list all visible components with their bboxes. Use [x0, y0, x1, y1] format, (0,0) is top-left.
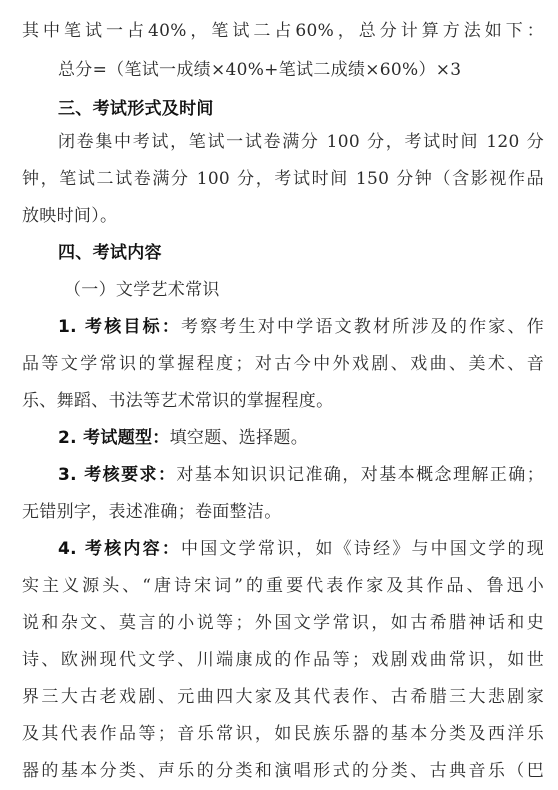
item-content-line-6: 及其代表作品等；音乐常识，如民族乐器的基本分类及西洋乐	[22, 724, 544, 744]
exam-format-line-3: 放映时间）。	[22, 206, 118, 226]
item-content-text: 中国文学常识，如《诗经》与中国文学的现	[181, 539, 544, 559]
item-question-types	[58, 427, 544, 449]
item-content-line-1	[58, 538, 544, 560]
heading-exam-content: 四、考试内容	[58, 243, 162, 263]
item-objective-line-2: 品等文学常识的掌握程度；对古今中外戏剧、戏曲、美术、音	[22, 354, 544, 374]
item-question-types-label: 2. 考试题型：	[58, 428, 170, 448]
exam-format-line-1: 闭卷集中考试，笔试一试卷满分 100 分，考试时间 120 分	[58, 132, 544, 152]
item-content-label: 4. 考核内容：	[58, 539, 182, 559]
item-objective-line-1	[58, 316, 544, 338]
exam-format-line-2: 钟，笔试二试卷满分 100 分，考试时间 150 分钟（含影视作品	[22, 169, 544, 189]
item-requirements-line-1	[58, 464, 544, 486]
subheading-literature-art: （一）文学艺术常识	[64, 280, 220, 300]
item-content-line-3: 说和杂文、莫言的小说等；外国文学常识，如古希腊神话和史	[22, 613, 544, 633]
paragraph-weighting: 其中笔试一占40%，笔试二占60%，总分计算方法如下：	[22, 21, 544, 41]
item-content-line-7: 器的基本分类、声乐的分类和演唱形式的分类、古典音乐（巴	[22, 761, 544, 781]
item-objective-line-3: 乐、舞蹈、书法等艺术常识的掌握程度。	[22, 391, 334, 411]
item-content-line-2: 实主义源头、“唐诗宋词”的重要代表作家及其作品、鲁迅小	[22, 576, 544, 596]
heading-exam-format: 三、考试形式及时间	[58, 99, 214, 119]
item-question-types-text: 填空题、选择题。	[169, 428, 309, 448]
formula-line: 总分=（笔试一成绩×40%+笔试二成绩×60%）×3	[58, 60, 462, 80]
item-content-line-5: 界三大古老戏剧、元曲四大家及其代表作、古希腊三大悲剧家	[22, 687, 544, 707]
item-objective-label: 1. 考核目标：	[58, 317, 182, 337]
item-content-line-4: 诗、欧洲现代文学、川端康成的作品等；戏剧戏曲常识，如世	[22, 650, 544, 670]
item-requirements-text: 对基本知识识记准确，对基本概念理解正确；	[176, 465, 544, 485]
item-objective-text: 考察考生对中学语文教材所涉及的作家、作	[181, 317, 544, 337]
item-requirements-line-2: 无错别字，表述准确；卷面整洁。	[22, 502, 282, 522]
item-requirements-label: 3. 考核要求：	[58, 465, 177, 485]
